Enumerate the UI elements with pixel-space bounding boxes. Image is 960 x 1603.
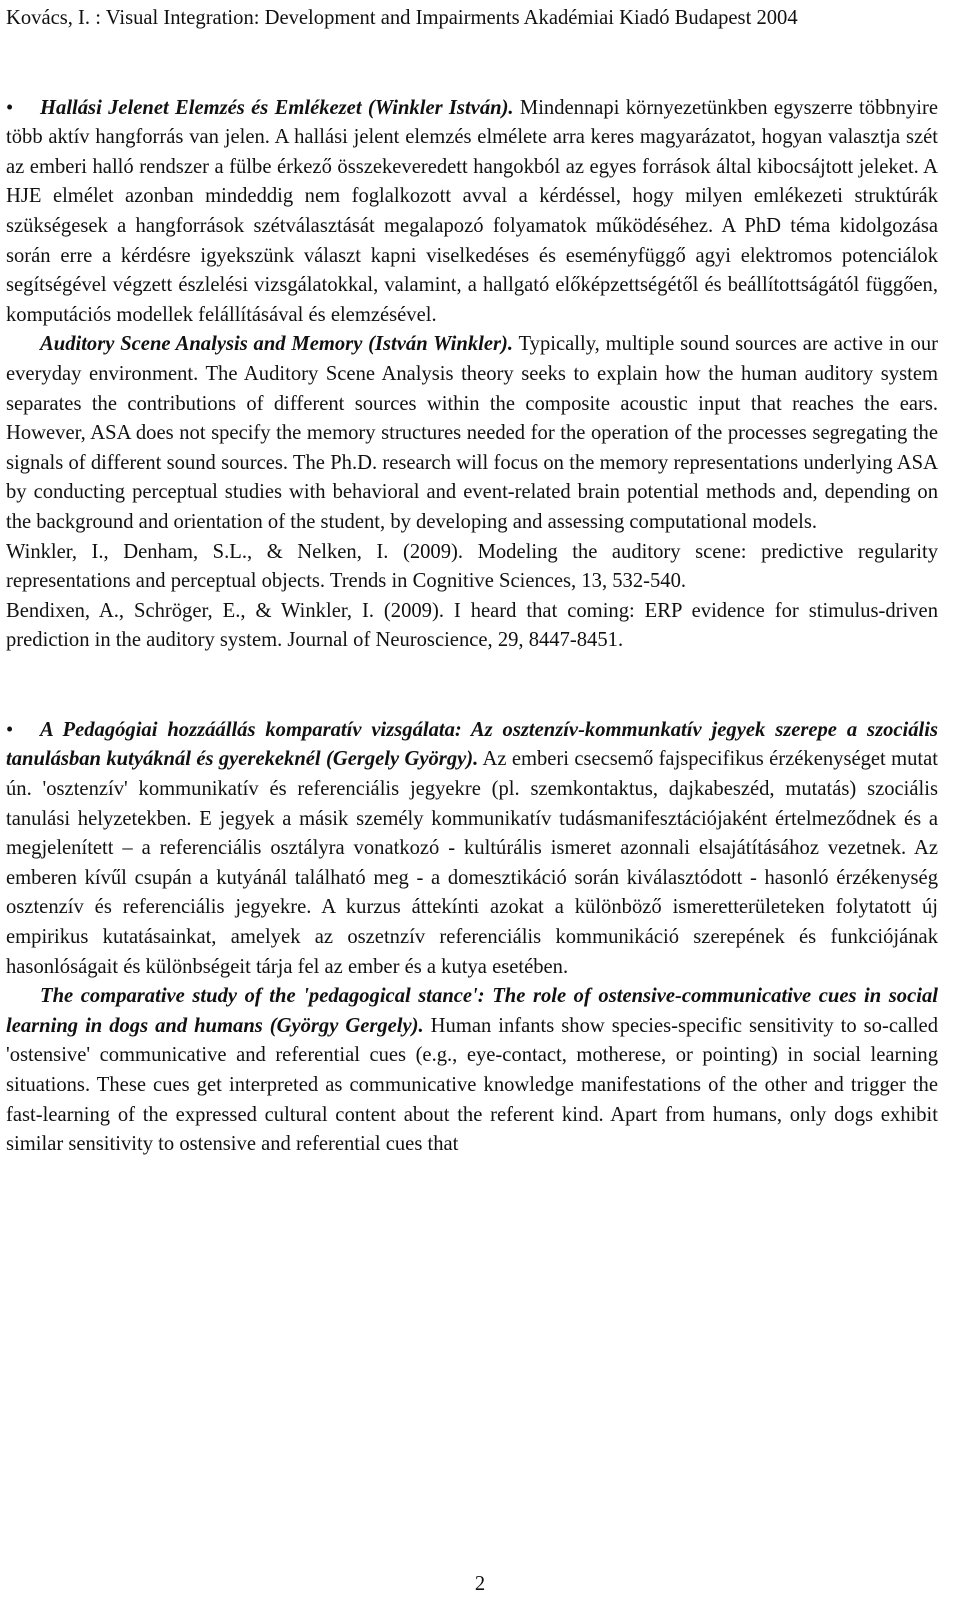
section-body-hu: Az emberi csecsemő fajspecifikus érzékenységet mutat ún. 'osztenzív' kommunikatív és referenciális jegyekre (pl. szemkontaktus, dajkabeszéd, mutatás) szociális tanulási helyzetekben. E jegyek a másik személy kommunikatív tudásmanifesztációjaként értelmeződnek és a megjelenített – a referenciális osztályra vonatkozó - kultúrális ismeret azonnali elsajátításához vezetnek. Az emberen kívűl csupán a kutyánál található meg - a domesztikáció során kiválasztódott - hasonló érzékenység osztenzív és referenciális jegyekre. A kurzus áttekínti azokat a különböző ismeretterületeken folytatott új empirikus kutatásainkat, amelyek az oszetnzív referenciális kommunikáció szerepének és funkciójának hasonlóságait és különbségeit tárja fel az ember és a kutya esetében. — [6, 748, 938, 978]
section-title-en: The comparative study of the 'pedagogical stance': The role of ostensive-communicative cues in social learning in dogs and humans (György Gergely). — [6, 985, 938, 1037]
section-title-en: Auditory Scene Analysis and Memory (István Winkler). — [40, 333, 514, 356]
bullet-icon: • — [6, 96, 14, 119]
section-body-en: Human infants show species-specific sensitivity to so-called 'ostensive' communicative and referential cues (e.g., eye-contact, motherese, or pointing) in social learning situations. These cues get interpreted as communicative knowledge manifestations of the other and trigger the fast-learning of the expressed cultural content about the referent kind. Apart from humans, only dogs exhibit similar sensitivity to ostensive and referential cues that — [6, 1014, 938, 1156]
section-body-en: Typically, multiple sound sources are active in our everyday environment. The Auditory Scene Analysis theory seeks to explain how the human auditory system separates the contributions of different sources within the composite acoustic input that reaches the ears. However, ASA does not specify the memory structures needed for the operation of the processes segregating the signals of different sound sources. The Ph.D. research will focus on the memory representations underlying ASA by conducting perceptual studies with behavioral and event-related brain potential methods and, depending on the background and orientation of the student, by developing and assessing computational models. — [6, 333, 938, 533]
section-title-hu: Hallási Jelenet Elemzés és Emlékezet (Winkler István). — [40, 96, 514, 119]
section-en-paragraph — [6, 330, 938, 537]
section-auditory-scene — [6, 94, 938, 656]
section-hu-paragraph — [6, 94, 938, 331]
section-hu-paragraph — [6, 716, 938, 982]
section-body-hu: Mindennapi környezetünkben egyszerre többnyire több aktív hangforrás van jelen. A hallási jelent elemzés elmélete arra keres magyarázatot, hogyan valasztja szét az emberi halló rendszer a fülbe érkező összekeveredett hangokból az egyes források által kibocsájtott jeleket. A HJE elmélet azonban mindeddig nem foglalkozott avval a kérdéssel, hogy milyen emlékezeti struktúrák szükségesek a hangforrások szétválasztását megalapozó folyamatok működéséhez. A PhD téma kidolgozása során erre a kérdésre igyekszünk választ kapni viselkedéses és eseményfüggő agyi elektromos potenciálok segítségével végzett észlelési vizsgálatokkal, valamint, a hallgató előképzettségétől és beállítottságától függően, komputációs modellek felállításával és elemzésével. — [6, 96, 938, 326]
reference-1: Winkler, I., Denham, S.L., & Nelken, I. (2009). Modeling the auditory scene: predictive regularity representations and perceptual objects. Trends in Cognitive Sciences, 13, 532-540. — [6, 540, 938, 593]
reference-2: Bendixen, A., Schröger, E., & Winkler, I. (2009). I heard that coming: ERP evidence for stimulus-driven prediction in the auditory system. Journal of Neuroscience, 29, 8447-8451. — [6, 599, 938, 652]
header-citation: Kovács, I. : Visual Integration: Development and Impairments Akadémiai Kiadó Budapest 2004 — [6, 7, 798, 29]
document-page — [6, 4, 938, 1160]
section-pedagogical-stance — [6, 716, 938, 1160]
section-en-paragraph — [6, 982, 938, 1160]
page-number: 2 — [474, 1573, 486, 1595]
section-title-hu: A Pedagógiai hozzáállás komparatív vizsgálata: Az osztenzív-kommunkatív jegyek szerepe a szociális tanulásban kutyáknál és gyerekeknél (Gergely György). — [6, 718, 938, 771]
bullet-icon: • — [6, 718, 14, 741]
